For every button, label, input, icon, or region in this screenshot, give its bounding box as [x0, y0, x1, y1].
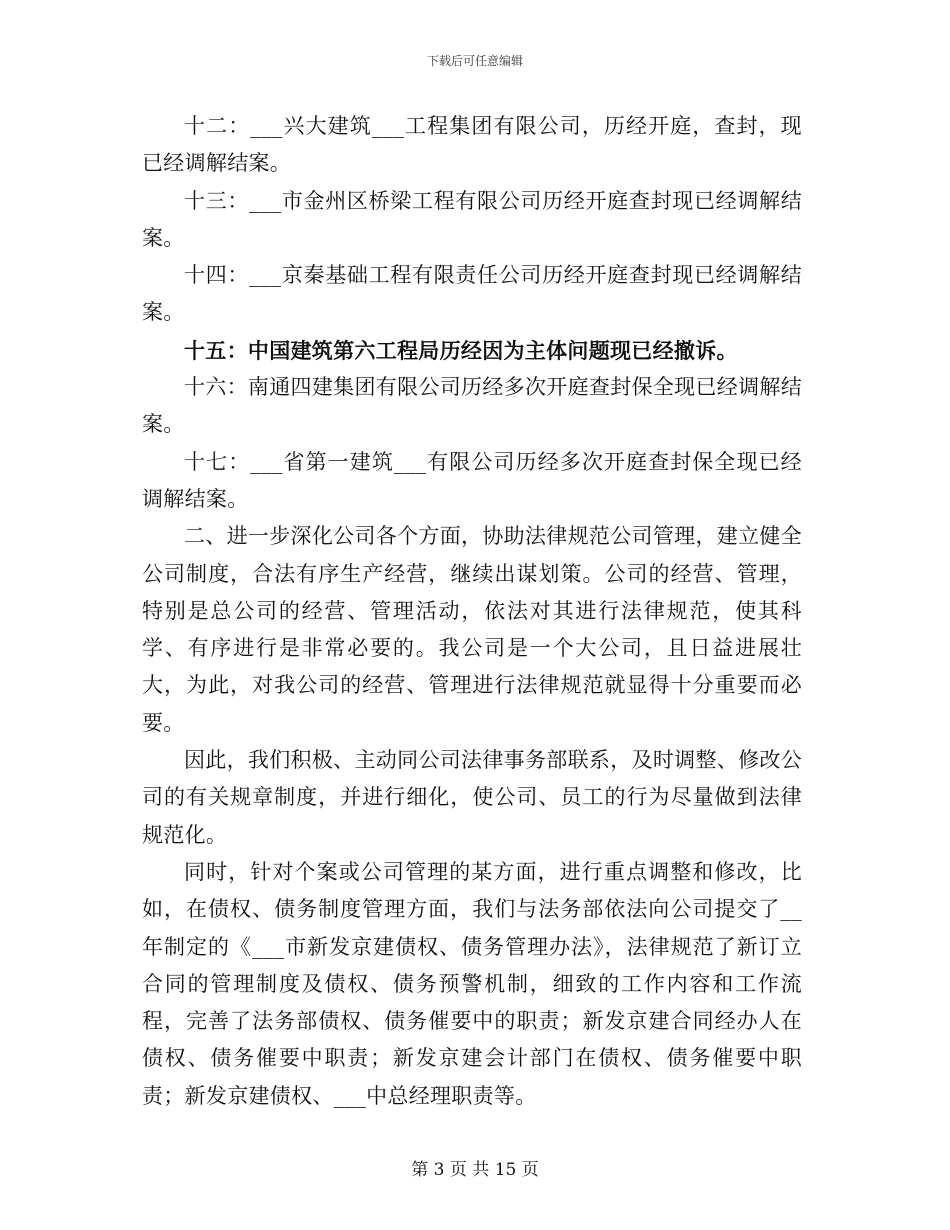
- document-body: [142, 108, 802, 1115]
- paragraph-item-14: 十四：___京秦基础工程有限责任公司历经开庭查封现已经调解结案。: [142, 263, 802, 325]
- paragraph-item-12: 十二：___兴大建筑___工程集团有限公司，历经开庭，查封，现已经调解结案。: [142, 114, 802, 176]
- page-footer: 第 3 页 共 15 页: [411, 1160, 539, 1180]
- paragraph-section-2: 二、进一步深化公司各个方面，协助法律规范公司管理，建立健全公司制度，合法有序生产经营，继续出谋划策。公司的经营、管理，特别是总公司的经营、管理活动，依法对其进行法律规范，使其科学、有序进行是非常必要的。我公司是一个大公司，且日益进展壮大，为此，对我公司的经营、管理进行法律规范就显得十分重要而必要。: [142, 524, 802, 735]
- paragraph-item-16: 十六：南通四建集团有限公司历经多次开庭查封保全现已经调解结案。: [142, 375, 802, 437]
- paragraph-item-15: 十五：中国建筑第六工程局历经因为主体问题现已经撤诉。: [184, 337, 738, 363]
- paragraph-meanwhile: 同时，针对个案或公司管理的某方面，进行重点调整和修改，比如，在债权、债务制度管理方面，我们与法务部依法向公司提交了__年制定的《___市新发京建债权、债务管理办法》，法律规范了新订立合同的管理制度及债权、债务预警机制，细致的工作内容和工作流程，完善了法务部债权、债务催要中的职责；新发京建合同经办人在债权、债务催要中职责；新发京建会计部门在债权、债务催要中职责；新发京建债权、___中总经理职责等。: [142, 859, 802, 1108]
- paragraph-item-17: 十七：___省第一建筑___有限公司历经多次开庭查封保全现已经调解结案。: [142, 449, 802, 511]
- paragraph-item-13: 十三：___市金州区桥梁工程有限公司历经开庭查封现已经调解结案。: [142, 188, 802, 250]
- paragraph-therefore: 因此，我们积极、主动同公司法律事务部联系，及时调整、修改公司的有关规章制度，并进行细化，使公司、员工的行为尽量做到法律规范化。: [142, 748, 802, 847]
- page-header: 下载后可任意编辑: [426, 54, 523, 68]
